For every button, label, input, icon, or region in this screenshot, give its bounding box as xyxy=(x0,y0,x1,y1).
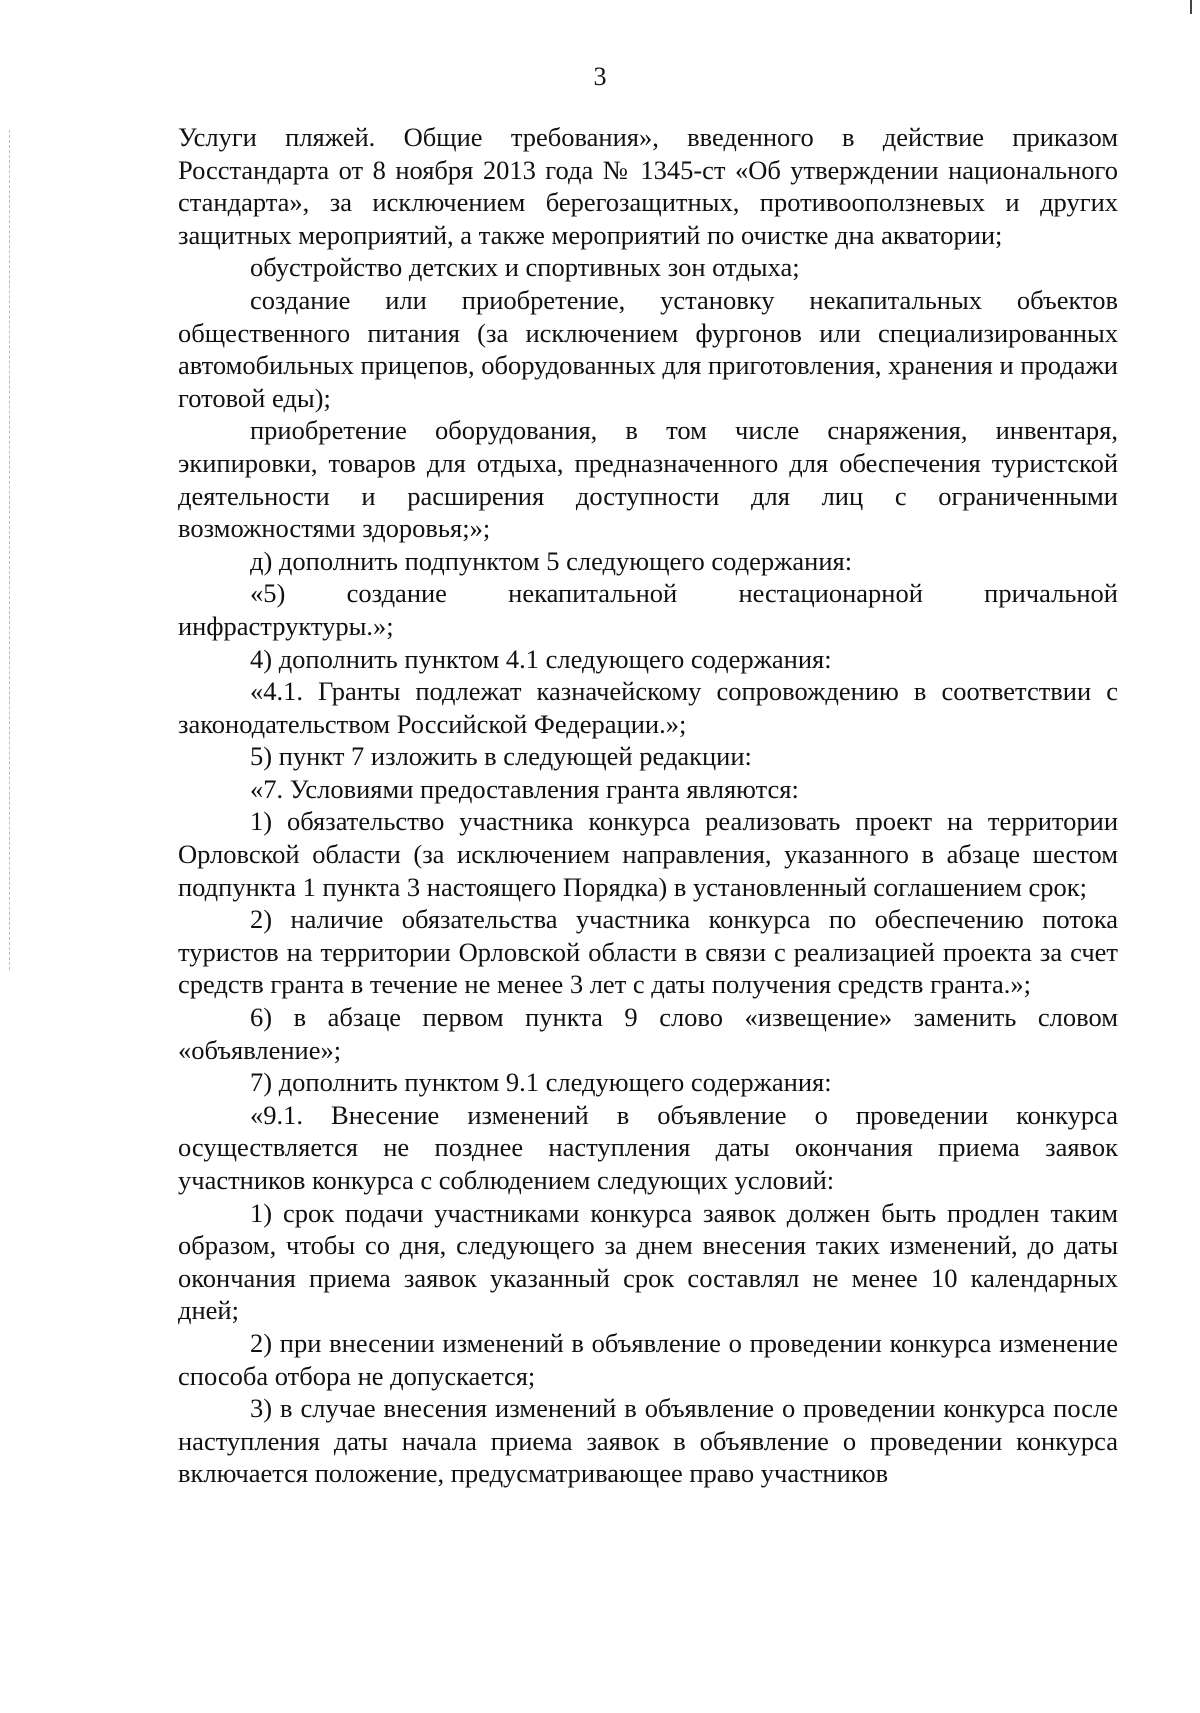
paragraph: «4.1. Гранты подлежат казначейскому сопровождению в соответствии с законодательством Российской Федерации.»; xyxy=(178,676,1118,739)
paragraph: 4) дополнить пунктом 4.1 следующего содержания: xyxy=(250,643,832,674)
paragraph: «5) создание некапитальной нестационарной причальной инфраструктуры.»; xyxy=(178,578,1118,641)
paragraph: 3) в случае внесения изменений в объявление о проведении конкурса после наступления даты начала приема заявок в объявление о проведении конкурса включается положение, предусматривающее право участников xyxy=(178,1393,1118,1489)
paragraph: «7. Условиями предоставления гранта являются: xyxy=(250,773,799,804)
paragraph: приобретение оборудования, в том числе снаряжения, инвентаря, экипировки, товаров для отдыха, предназначенного для обеспечения туристской деятельности и расширения доступности для лиц с ограниченными возможностями здоровья;»; xyxy=(178,415,1118,544)
paragraph: Услуги пляжей. Общие требования», введенного в действие приказом Росстандарта от 8 ноября 2013 года № 1345-ст «Об утверждении национального стандарта», за исключением берегозащитных, противооползневых и других защитных мероприятий, а также мероприятий по очистке дна акватории; xyxy=(178,122,1118,250)
paragraph: создание или приобретение, установку некапитальных объектов общественного питания (за исключением фургонов или специализированных автомобильных прицепов, оборудованных для приготовления, хранения и продажи готовой еды); xyxy=(178,284,1118,413)
scan-margin-artifact xyxy=(9,130,10,970)
paragraph: 1) обязательство участника конкурса реализовать проект на территории Орловской области (за исключением направления, указанного в абзаце шестом подпункта 1 пункта 3 настоящего Порядка) в установленный соглашением срок; xyxy=(178,806,1118,902)
paragraph: 7) дополнить пунктом 9.1 следующего содержания: xyxy=(250,1067,832,1098)
paragraph: 1) срок подачи участниками конкурса заявок должен быть продлен таким образом, чтобы со дня, следующего за днем внесения таких изменений, до даты окончания приема заявок указанный срок составлял не менее 10 календарных дней; xyxy=(178,1197,1118,1326)
paragraph: 2) при внесении изменений в объявление о проведении конкурса изменение способа отбора не допускается; xyxy=(178,1327,1118,1391)
document-body xyxy=(178,121,1118,1490)
paragraph: обустройство детских и спортивных зон отдыха; xyxy=(250,252,800,283)
page-number: 3 xyxy=(593,62,607,91)
scan-edge-mark xyxy=(1190,0,1192,14)
paragraph: д) дополнить подпунктом 5 следующего содержания: xyxy=(250,545,853,576)
paragraph: 6) в абзаце первом пункта 9 слово «извещение» заменить словом «объявление»; xyxy=(178,1002,1118,1065)
paragraph: «9.1. Внесение изменений в объявление о проведении конкурса осуществляется не позднее наступления даты окончания приема заявок участников конкурса с соблюдением следующих условий: xyxy=(178,1099,1118,1195)
paragraph: 5) пункт 7 изложить в следующей редакции: xyxy=(250,741,752,772)
paragraph: 2) наличие обязательства участника конкурса по обеспечению потока туристов на территории Орловской области в связи с реализацией проекта за счет средств гранта в течение не менее 3 лет с даты получения средств гранта.»; xyxy=(178,904,1118,1000)
